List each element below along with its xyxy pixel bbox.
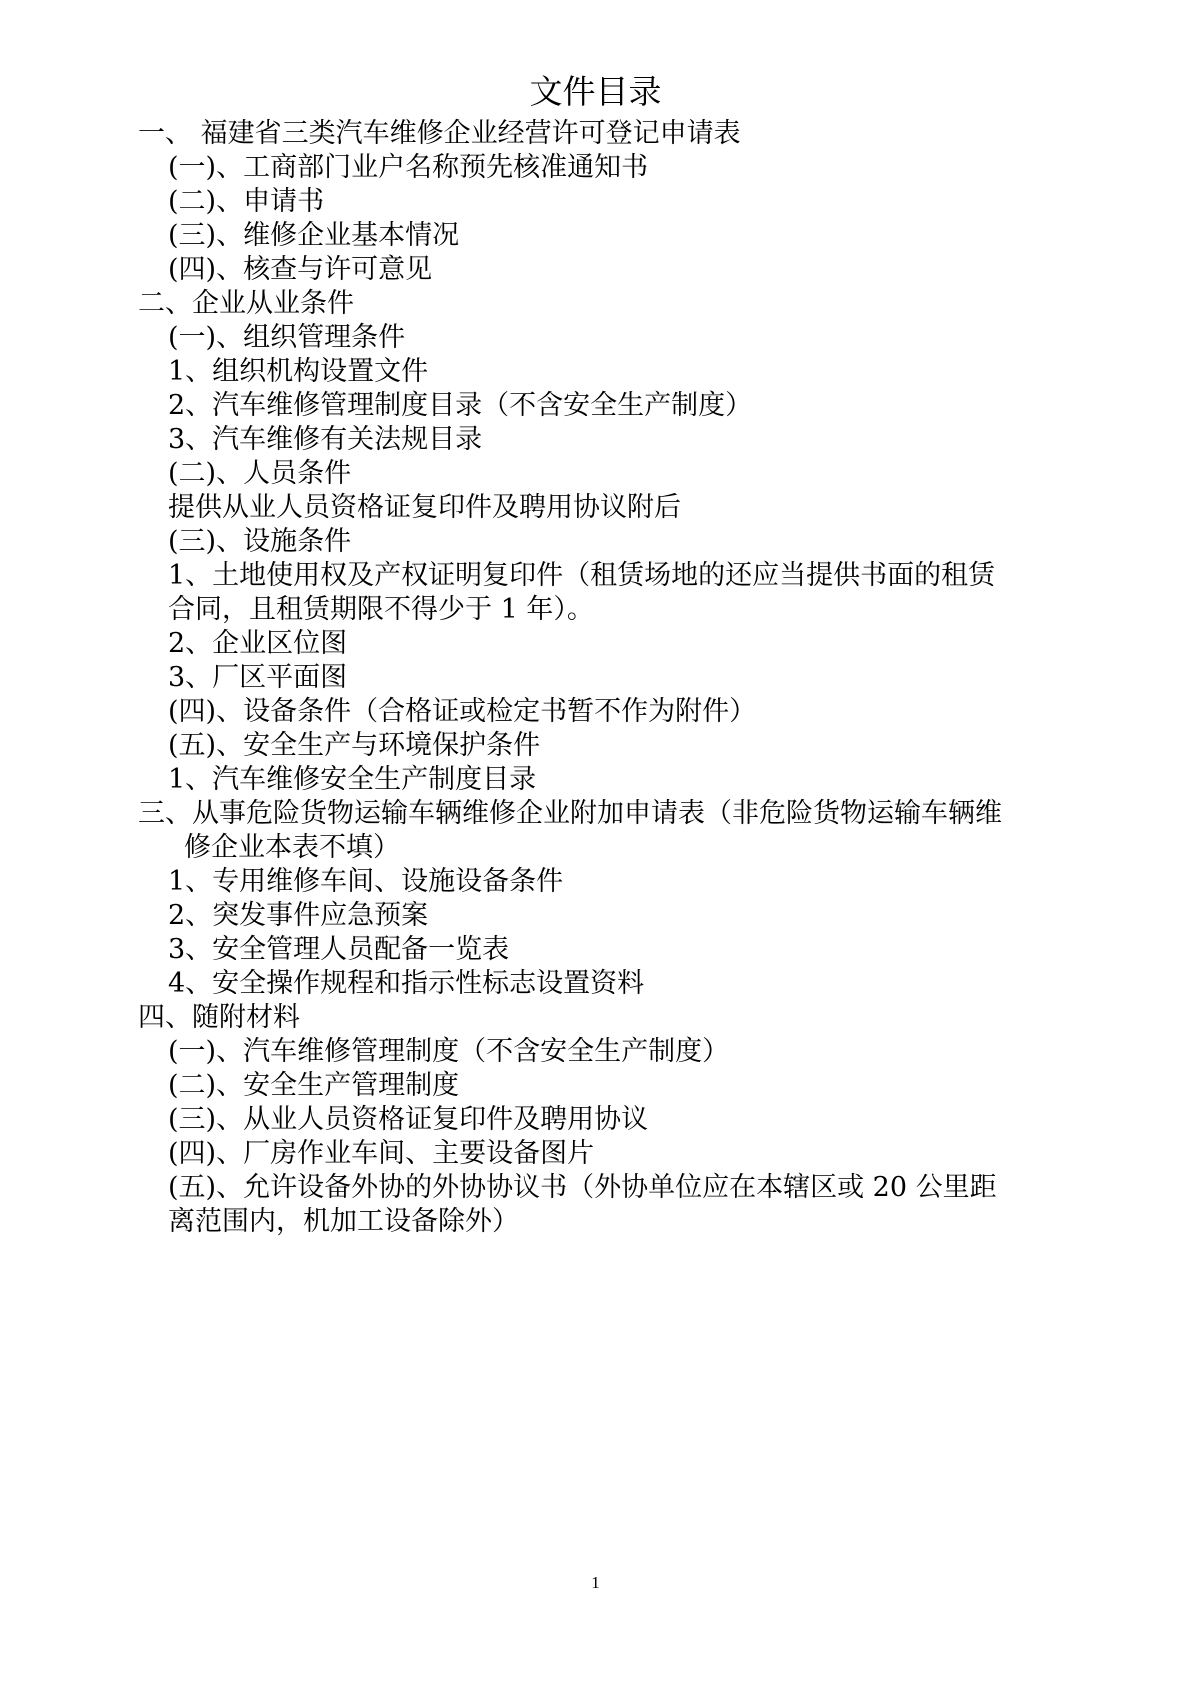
toc-line: (一)、汽车维修管理制度（不含安全生产制度）: [168, 1036, 730, 1067]
toc-line: 2、企业区位图: [168, 628, 348, 659]
toc-line: (四)、核查与许可意见: [168, 254, 433, 285]
toc-line: 2、汽车维修管理制度目录（不含安全生产制度）: [168, 390, 753, 421]
toc-line: 1、专用维修车间、设施设备条件: [168, 866, 564, 897]
document-title: 文件目录: [529, 72, 662, 111]
toc-line: 4、安全操作规程和指示性标志设置资料: [168, 968, 645, 999]
toc-line: (二)、人员条件: [168, 458, 352, 489]
toc-line: (一)、工商部门业户名称预先核准通知书: [168, 152, 649, 183]
toc-line: 二、企业从业条件: [138, 288, 354, 319]
toc-line: (四)、厂房作业车间、主要设备图片: [168, 1138, 595, 1169]
toc-line: 1、土地使用权及产权证明复印件（租赁场地的还应当提供书面的租赁: [168, 560, 996, 591]
toc-line: 四、随附材料: [138, 1002, 300, 1033]
toc-line: 合同，且租赁期限不得少于 1 年）。: [168, 594, 594, 625]
toc-line: 3、汽车维修有关法规目录: [168, 424, 483, 455]
toc-line: (四)、设备条件（合格证或检定书暂不作为附件）: [168, 696, 757, 727]
toc-line: 1、组织机构设置文件: [168, 356, 429, 387]
table-of-contents: [138, 117, 1088, 1239]
toc-line: 2、突发事件应急预案: [168, 900, 429, 931]
toc-line: (二)、申请书: [168, 186, 325, 217]
toc-line: (二)、安全生产管理制度: [168, 1070, 460, 1101]
page-number: 1: [591, 1573, 600, 1592]
toc-line: (五)、安全生产与环境保护条件: [168, 730, 541, 761]
toc-line: (三)、维修企业基本情况: [168, 220, 460, 251]
toc-line: 三、从事危险货物运输车辆维修企业附加申请表（非危险货物运输车辆维: [138, 798, 1002, 829]
toc-line: 离范围内，机加工设备除外）: [168, 1206, 519, 1237]
toc-line: 修企业本表不填）: [184, 832, 400, 863]
toc-line: 一、 福建省三类汽车维修企业经营许可登记申请表: [138, 118, 741, 149]
toc-line: (一)、组织管理条件: [168, 322, 406, 353]
toc-line: (三)、设施条件: [168, 526, 352, 557]
toc-line: 提供从业人员资格证复印件及聘用协议附后: [168, 492, 681, 523]
toc-line: 1、汽车维修安全生产制度目录: [168, 764, 537, 795]
toc-line: 3、安全管理人员配备一览表: [168, 934, 510, 965]
toc-line: 3、厂区平面图: [168, 662, 348, 693]
toc-line: (五)、允许设备外协的外协协议书（外协单位应在本辖区或 20 公里距: [168, 1172, 997, 1203]
toc-line: (三)、从业人员资格证复印件及聘用协议: [168, 1104, 649, 1135]
